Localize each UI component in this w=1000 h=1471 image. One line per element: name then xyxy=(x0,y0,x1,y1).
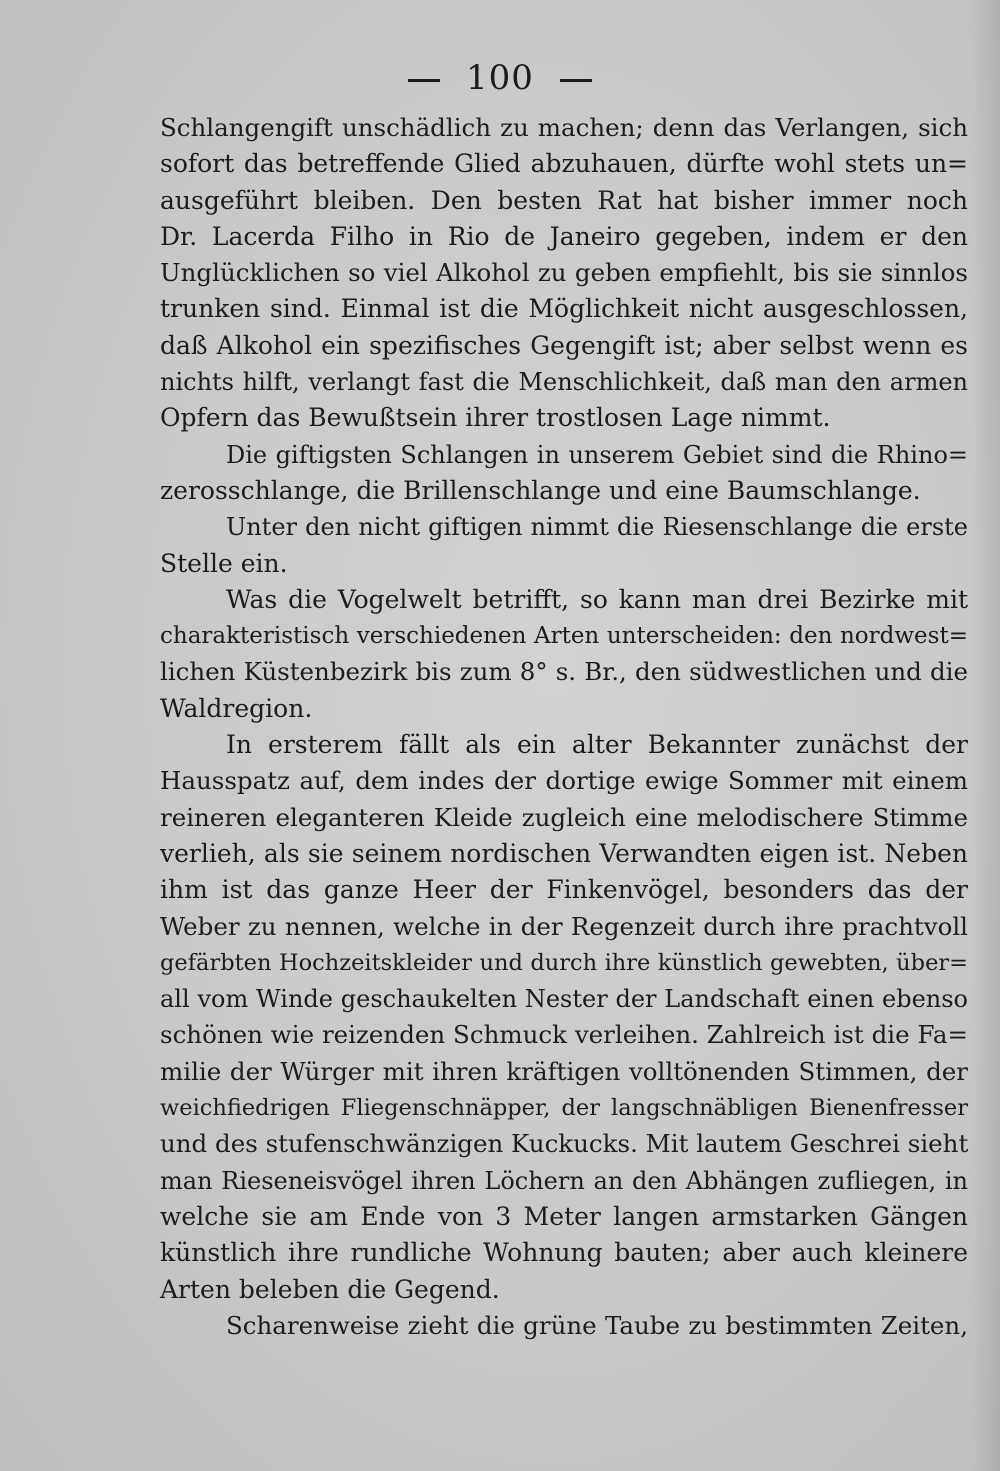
page-header xyxy=(0,58,1000,98)
text-line: Was die Vogelwelt betrifft, so kann man drei Bezirke mit xyxy=(226,584,968,614)
text-line: künstlich ihre rundliche Wohnung bauten; aber auch kleinere xyxy=(160,1238,968,1268)
text-line: In ersterem fällt als ein alter Bekannter zunächst der xyxy=(226,730,968,760)
text-line: gefärbten Hochzeitskleider und durch ihre künstlich gewebten, über= xyxy=(160,949,968,976)
text-line: trunken sind. Einmal ist die Möglichkeit nicht ausgeschlossen, xyxy=(160,294,968,324)
text-line: lichen Küstenbezirk bis zum 8° s. Br., den südwestlichen und die xyxy=(160,657,968,687)
text-line: Hausspatz auf, dem indes der dortige ewige Sommer mit einem xyxy=(160,766,968,796)
text-line: charakteristisch verschiedenen Arten unterscheiden: den nordwest= xyxy=(160,623,968,650)
text-line: Scharenweise zieht die grüne Taube zu bestimmten Zeiten, xyxy=(226,1310,968,1340)
text-line: Stelle ein. xyxy=(160,548,288,578)
body-text xyxy=(160,110,968,1344)
text-line: man Rieseneisvögel ihren Löchern an den Abhängen zufliegen, in xyxy=(160,1166,968,1195)
text-line: reineren eleganteren Kleide zugleich eine melodischere Stimme xyxy=(160,802,968,832)
header-dash-right xyxy=(560,79,592,82)
text-line: weichfiedrigen Fliegenschnäpper, der langschnäbligen Bienenfresser xyxy=(160,1095,968,1122)
text-line: sofort das betreffende Glied abzuhauen, dürfte wohl stets un= xyxy=(160,149,968,179)
text-line: welche sie am Ende von 3 Meter langen armstarken Gängen xyxy=(160,1201,968,1231)
header-dash-left xyxy=(408,79,440,82)
text-line: zerosschlange, die Brillenschlange und eine Baumschlange. xyxy=(160,475,921,505)
text-line: Opfern das Bewußtsein ihrer trostlosen Lage nimmt. xyxy=(160,403,831,433)
text-line: all vom Winde geschaukelten Nester der Landschaft einen ebenso xyxy=(160,985,968,1014)
text-line: verlieh, als sie seinem nordischen Verwandten eigen ist. Neben xyxy=(160,838,968,868)
text-line: Die giftigsten Schlangen in unserem Gebiet sind die Rhino= xyxy=(226,440,968,469)
text-line: schönen wie reizenden Schmuck verleihen. Zahlreich ist die Fa= xyxy=(160,1020,968,1050)
text-line: Unglücklichen so viel Alkohol zu geben empfiehlt, bis sie sinnlos xyxy=(160,258,968,288)
text-line: Weber zu nennen, welche in der Regenzeit durch ihre prachtvoll xyxy=(160,911,968,941)
text-line: Waldregion. xyxy=(160,693,313,723)
text-line: Dr. Lacerda Filho in Rio de Janeiro gegeben, indem er den xyxy=(160,221,968,251)
text-line: milie der Würger mit ihren kräftigen volltönenden Stimmen, der xyxy=(160,1056,968,1086)
text-line: Schlangengift unschädlich zu machen; denn das Verlangen, sich xyxy=(160,113,968,142)
page-edge-shadow xyxy=(972,0,1000,1471)
text-line: daß Alkohol ein spezifisches Gegengift ist; aber selbst wenn es xyxy=(160,330,968,360)
page-number: 100 xyxy=(466,58,534,98)
text-line: Unter den nicht giftigen nimmt die Riesenschlange die erste xyxy=(226,513,968,542)
text-line: Arten beleben die Gegend. xyxy=(160,1274,500,1304)
text-line: und des stufenschwänzigen Kuckucks. Mit lautem Geschrei sieht xyxy=(160,1129,969,1159)
text-line: nichts hilft, verlangt fast die Menschlichkeit, daß man den armen xyxy=(160,368,968,397)
text-line: ausgeführt bleiben. Den besten Rat hat bisher immer noch xyxy=(160,185,968,215)
text-line: ihm ist das ganze Heer der Finkenvögel, besonders das der xyxy=(160,875,968,905)
